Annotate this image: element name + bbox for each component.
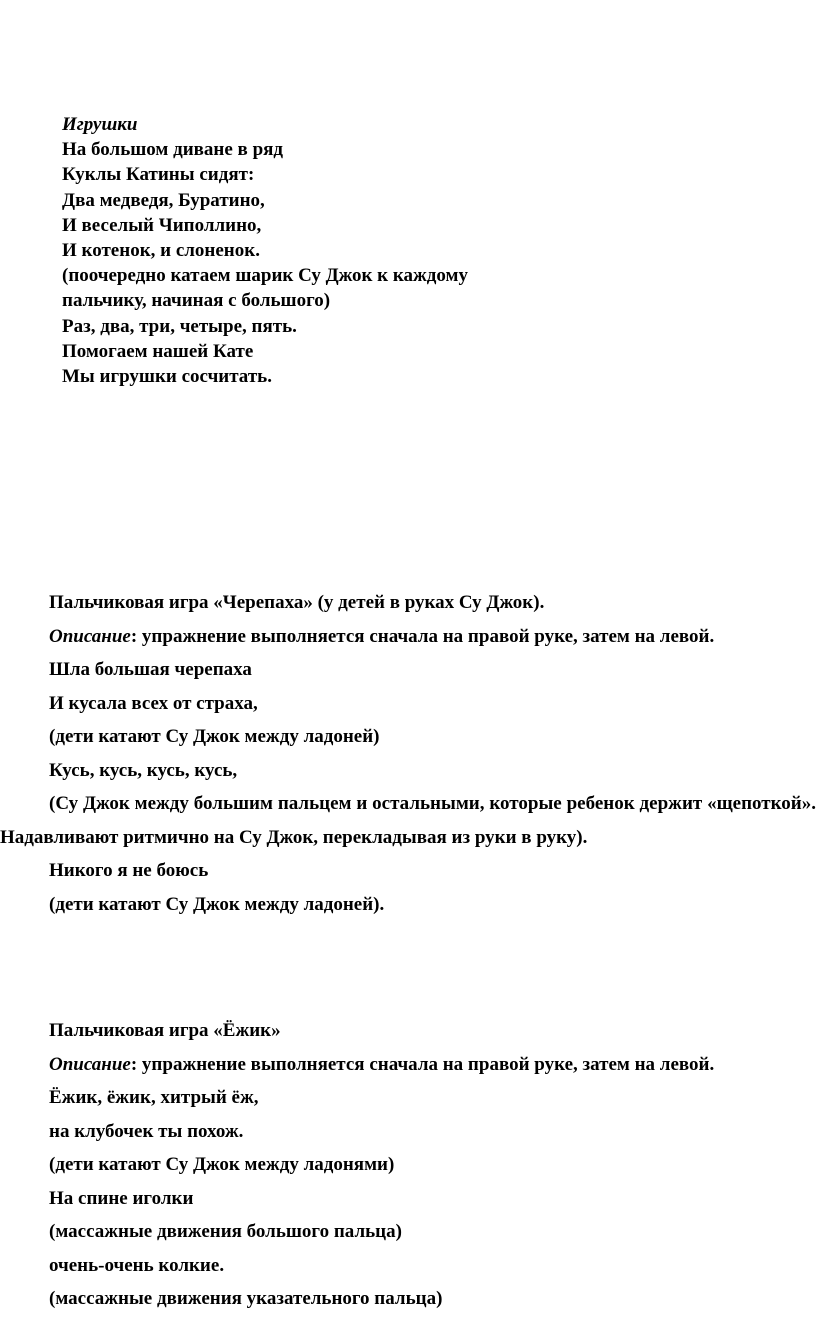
verse-instruction: (дети катают Су Джок между ладоней) xyxy=(49,726,380,747)
description-label: Описание xyxy=(49,625,131,647)
heading-note: (у детей в руках Су Джок). xyxy=(312,592,545,613)
poem-line: Куклы Катины сидят: xyxy=(62,164,255,186)
verse-instruction: (массажные движения большого пальца) xyxy=(49,1221,402,1242)
section-heading: Пальчиковая игра «Ёжик» xyxy=(49,1020,281,1041)
description-label: Описание xyxy=(49,1053,131,1075)
poem-line: И котенок, и слоненок. xyxy=(62,239,260,261)
heading-title: Пальчиковая игра «Черепаха» xyxy=(49,592,313,613)
verse-line: Никого я не боюсь xyxy=(49,860,209,881)
verse-line: очень-очень колкие. xyxy=(49,1254,225,1276)
verse-instruction-paragraph: (Су Джок между большим пальцем и остальными, которые ребенок держит «щепоткой». Надавливают ритмично на Су Джок, перекладывая из руки в руку). xyxy=(0,793,816,848)
verse-instruction: (дети катают Су Джок между ладонями) xyxy=(49,1154,395,1175)
description xyxy=(0,1048,816,1082)
poem-instruction: пальчику, начиная с большого) xyxy=(62,290,331,312)
verse-line: И кусала всех от страха, xyxy=(49,692,258,714)
poem-line: Помогаем нашей Кате xyxy=(62,340,254,362)
description-text: : упражнение выполняется сначала на правой руке, затем на левой. xyxy=(130,1053,715,1075)
poem-toys xyxy=(62,112,468,389)
poem-line: Два медведя, Буратино, xyxy=(62,189,265,211)
poem-line: Раз, два, три, четыре, пять. xyxy=(62,315,297,337)
verse-instruction: (массажные движения указательного пальца) xyxy=(49,1288,443,1309)
verse-line: На спине иголки xyxy=(49,1187,194,1209)
poem-title: Игрушки xyxy=(62,114,138,135)
poem-instruction: (поочередно катаем шарик Су Джок к каждому xyxy=(62,265,468,287)
section-heading xyxy=(0,586,816,620)
description-text: : упражнение выполняется сначала на правой руке, затем на левой. xyxy=(130,625,715,647)
verse-line: Кусь, кусь, кусь, кусь, xyxy=(49,759,238,781)
section-hedgehog xyxy=(0,1014,816,1316)
verse-instruction: (дети катают Су Джок между ладоней). xyxy=(49,893,385,915)
verse-line: Ёжик, ёжик, хитрый ёж, xyxy=(49,1087,259,1108)
section-turtle xyxy=(0,586,816,921)
poem-line: И веселый Чиполлино, xyxy=(62,214,262,236)
poem-line: Мы игрушки сосчитать. xyxy=(62,365,272,387)
poem-line: На большом диване в ряд xyxy=(62,139,284,161)
description xyxy=(0,620,816,654)
verse-line: на клубочек ты похож. xyxy=(49,1120,244,1142)
verse-line: Шла большая черепаха xyxy=(49,659,252,680)
